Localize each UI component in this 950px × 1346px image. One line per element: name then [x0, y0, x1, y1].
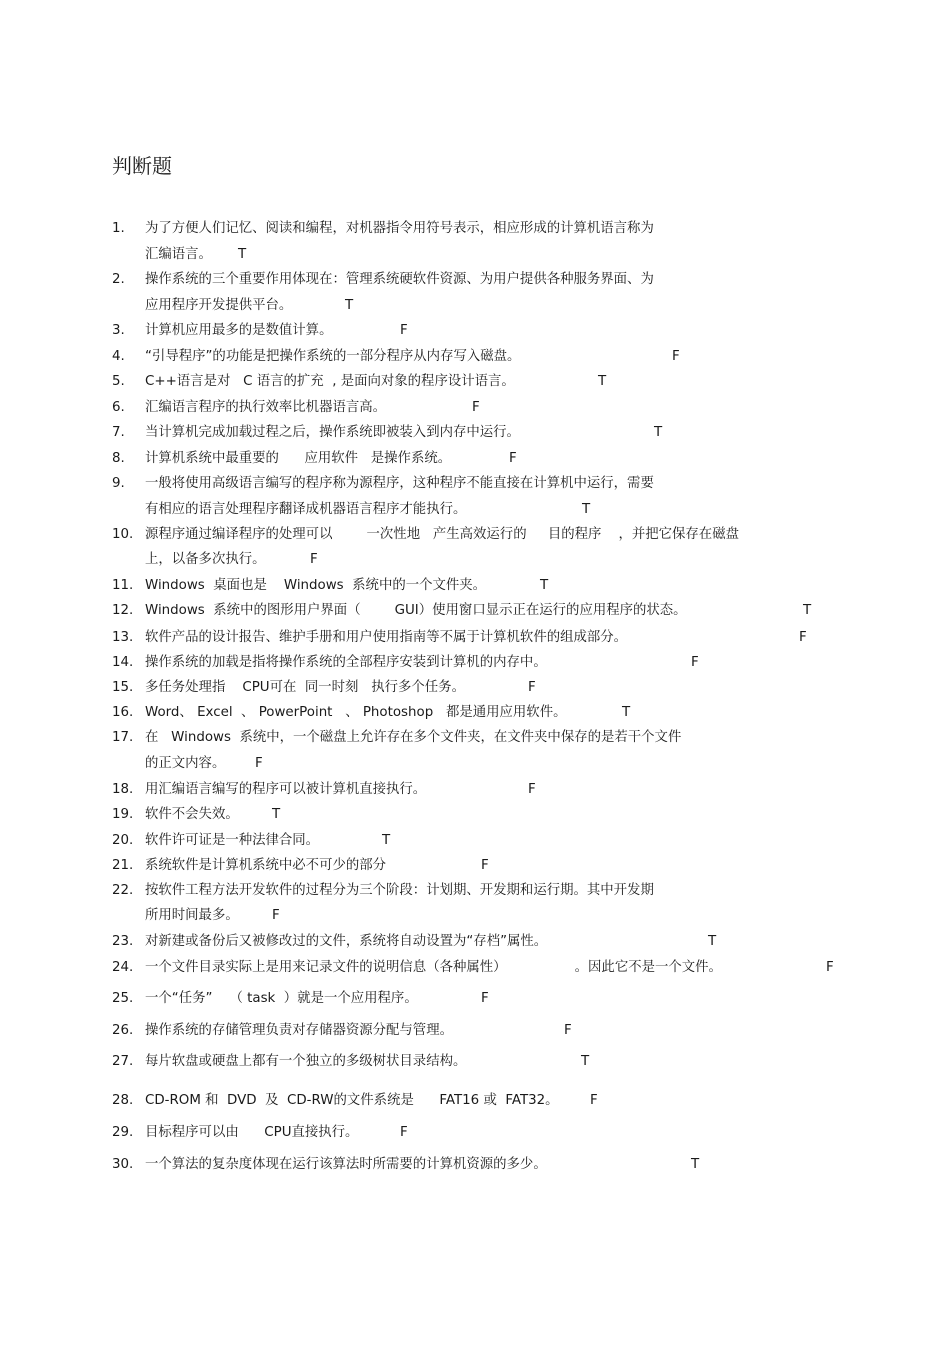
- answer-mark: F: [255, 756, 263, 771]
- question-number: 27.: [112, 1054, 134, 1069]
- question-item: [112, 806, 239, 823]
- answer-mark: T: [272, 807, 281, 822]
- question-text: 一个算法的复杂度体现在运行该算法时所需要的计算机资源的多少。: [145, 1157, 547, 1172]
- answer-mark: F: [590, 1093, 598, 1108]
- question-number: 22.: [112, 883, 134, 898]
- question-text: C++语言是对 C 语言的扩充 , 是面向对象的程序设计语言。: [145, 374, 515, 389]
- answer-mark: F: [691, 655, 699, 670]
- answer-mark: F: [310, 552, 318, 567]
- answer-mark: F: [472, 400, 480, 415]
- answer-mark: F: [481, 858, 489, 873]
- question-text: 软件许可证是一种法律合同。: [145, 833, 320, 848]
- question-item: [112, 629, 627, 646]
- question-number: 16.: [112, 705, 134, 720]
- question-text: Windows 桌面也是 Windows 系统中的一个文件夹。: [145, 578, 487, 593]
- question-text: 对新建或备份后又被修改过的文件，系统将自动设置为“存档”属性。: [145, 934, 548, 949]
- question-item: [112, 1124, 358, 1141]
- question-item: [112, 526, 739, 543]
- answer-mark: F: [272, 908, 280, 923]
- question-text-continued: 汇编语言。: [145, 247, 212, 262]
- question-number: 3.: [112, 323, 125, 338]
- question-text: 用汇编语言编写的程序可以被计算机直接执行。: [145, 782, 427, 797]
- question-item: [112, 781, 426, 798]
- question-text: 操作系统的三个重要作用体现在：管理系统硬软件资源、为用户提供各种服务界面、为: [145, 272, 654, 287]
- answer-mark: F: [400, 1125, 408, 1140]
- question-item: [112, 832, 319, 849]
- question-number: 20.: [112, 833, 134, 848]
- answer-mark: T: [803, 603, 812, 618]
- question-number: 11.: [112, 578, 134, 593]
- question-number: 12.: [112, 603, 134, 618]
- question-text: “引导程序”的功能是把操作系统的一部分程序从内存写入磁盘。: [145, 349, 521, 364]
- question-text: 每片软盘或硬盘上都有一个独立的多级树状目录结构。: [145, 1054, 467, 1069]
- question-number: 21.: [112, 858, 134, 873]
- question-text: 汇编语言程序的执行效率比机器语言高。: [145, 400, 387, 415]
- question-item: [112, 373, 515, 390]
- question-number: 8.: [112, 451, 125, 466]
- question-text-continued: 应用程序开发提供平台。: [145, 298, 293, 313]
- answer-mark: T: [622, 705, 631, 720]
- question-text: 计算机应用最多的是数值计算。: [145, 323, 333, 338]
- question-number: 9.: [112, 476, 125, 491]
- answer-mark: T: [598, 374, 607, 389]
- question-item: [112, 654, 547, 671]
- answer-mark: F: [799, 630, 807, 645]
- question-number: 2.: [112, 272, 125, 287]
- answer-mark: F: [481, 991, 489, 1006]
- question-text: 按软件工程方法开发软件的过程分为三个阶段：计划期、开发期和运行期。其中开发期: [145, 883, 654, 898]
- answer-mark: T: [540, 578, 549, 593]
- question-item: [112, 322, 332, 339]
- question-text: Windows 系统中的图形用户界面（ GUI）使用窗口显示正在运行的应用程序的状态。: [145, 603, 687, 618]
- question-number: 1.: [112, 221, 125, 236]
- question-text: 源程序通过编译程序的处理可以 一次性地 产生高效运行的 目的程序 ，并把它保存在磁盘: [145, 527, 739, 542]
- question-number: 14.: [112, 655, 134, 670]
- question-text: 软件不会失效。: [145, 807, 239, 822]
- question-number: 18.: [112, 782, 134, 797]
- page-title: 判断题: [112, 154, 172, 178]
- answer-mark: F: [528, 782, 536, 797]
- answer-mark: F: [528, 680, 536, 695]
- question-text: 操作系统的加载是指将操作系统的全部程序安装到计算机的内存中。: [145, 655, 547, 670]
- answer-mark: T: [691, 1157, 700, 1172]
- question-text: 一般将使用高级语言编写的程序称为源程序，这种程序不能直接在计算机中运行，需要: [145, 476, 654, 491]
- question-text-continued: 的正文内容。: [145, 756, 226, 771]
- question-item: [112, 882, 654, 899]
- answer-mark: T: [238, 247, 247, 262]
- answer-mark: T: [382, 833, 391, 848]
- question-text: Word、 Excel 、 PowerPoint 、 Photoshop 都是通用应用软件。: [145, 705, 567, 720]
- question-item: [112, 271, 654, 288]
- question-text: 一个文件目录实际上是用来记录文件的说明信息（各种属性） 。因此它不是一个文件。: [145, 960, 722, 975]
- question-item: [112, 577, 486, 594]
- question-item: [112, 1053, 466, 1070]
- question-text: 操作系统的存储管理负责对存储器资源分配与管理。: [145, 1023, 453, 1038]
- question-item: [112, 1022, 453, 1039]
- question-text-continued: 上，以备多次执行。: [145, 552, 266, 567]
- question-item: [112, 348, 520, 365]
- question-item: [112, 933, 547, 950]
- question-number: 6.: [112, 400, 125, 415]
- question-number: 5.: [112, 374, 125, 389]
- question-number: 19.: [112, 807, 134, 822]
- answer-mark: T: [582, 502, 591, 517]
- question-text: 软件产品的设计报告、维护手册和用户使用指南等不属于计算机软件的组成部分。: [145, 630, 628, 645]
- answer-mark: T: [708, 934, 717, 949]
- question-number: 7.: [112, 425, 125, 440]
- question-text: 计算机系统中最重要的 应用软件 是操作系统。: [145, 451, 452, 466]
- question-number: 26.: [112, 1023, 134, 1038]
- answer-mark: T: [345, 298, 354, 313]
- question-text: 在 Windows 系统中，一个磁盘上允许存在多个文件夹，在文件夹中保存的是若干个文件: [145, 730, 682, 745]
- question-item: [112, 450, 451, 467]
- question-item: [112, 729, 681, 746]
- question-number: 28.: [112, 1093, 134, 1108]
- question-number: 15.: [112, 680, 134, 695]
- question-text: CD-ROM 和 DVD 及 CD-RW的文件系统是 FAT16 或 FAT32。: [145, 1093, 559, 1108]
- answer-mark: F: [826, 960, 834, 975]
- question-number: 23.: [112, 934, 134, 949]
- answer-mark: T: [581, 1054, 590, 1069]
- question-item: [112, 704, 566, 721]
- question-number: 4.: [112, 349, 125, 364]
- question-text: 系统软件是计算机系统中必不可少的部分: [145, 858, 387, 873]
- answer-mark: T: [654, 425, 663, 440]
- question-item: [112, 959, 722, 976]
- question-text: 目标程序可以由 CPU直接执行。: [145, 1125, 359, 1140]
- question-item: [112, 399, 386, 416]
- question-item: [112, 679, 465, 696]
- question-number: 17.: [112, 730, 134, 745]
- question-item: [112, 990, 418, 1007]
- question-text-continued: 有相应的语言处理程序翻译成机器语言程序才能执行。: [145, 502, 467, 517]
- question-number: 25.: [112, 991, 134, 1006]
- question-number: 29.: [112, 1125, 134, 1140]
- question-number: 24.: [112, 960, 134, 975]
- question-text: 一个“任务” （ task ）就是一个应用程序。: [145, 991, 418, 1006]
- answer-mark: F: [564, 1023, 572, 1038]
- question-item: [112, 475, 654, 492]
- question-item: [112, 857, 386, 874]
- question-number: 13.: [112, 630, 134, 645]
- question-text-continued: 所用时间最多。: [145, 908, 239, 923]
- answer-mark: F: [509, 451, 517, 466]
- question-item: [112, 1156, 547, 1173]
- question-item: [112, 220, 654, 237]
- question-item: [112, 424, 520, 441]
- answer-mark: F: [672, 349, 680, 364]
- answer-mark: F: [400, 323, 408, 338]
- question-item: [112, 1092, 559, 1109]
- question-text: 为了方便人们记忆、阅读和编程，对机器指令用符号表示，相应形成的计算机语言称为: [145, 221, 654, 236]
- question-number: 10.: [112, 527, 134, 542]
- question-number: 30.: [112, 1157, 134, 1172]
- question-text: 当计算机完成加载过程之后，操作系统即被装入到内存中运行。: [145, 425, 520, 440]
- question-item: [112, 602, 687, 619]
- question-text: 多任务处理指 CPU可在 同一时刻 执行多个任务。: [145, 680, 465, 695]
